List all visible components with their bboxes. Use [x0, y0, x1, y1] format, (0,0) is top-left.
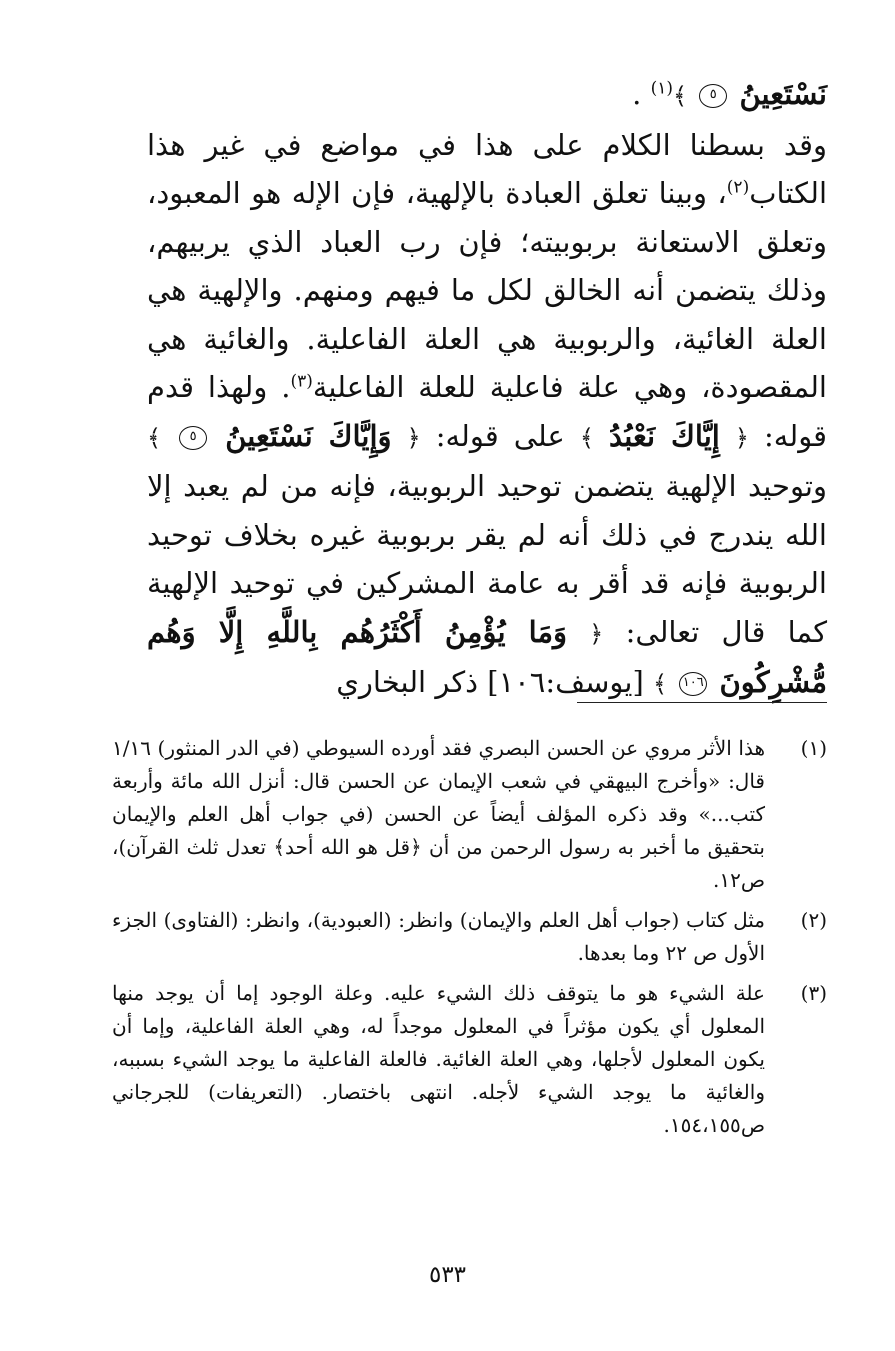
ornate-bracket-close: ﴾	[672, 82, 688, 110]
footnote-item	[112, 732, 827, 897]
quran-verse: وَإِيَّاكَ نَسْتَعِينُ	[225, 418, 392, 453]
text-fragment: ، وبينا تعلق العبادة بالإلهية، فإن الإله هو المعبود، وتعلق الاستعانة بربوبيته؛ فإن رب العباد الذي يربيهم، وذلك يتضمن أنه الخالق لكل ما فيهم ومنهم. والإلهية هي العلة الغائية، والربوبية هي العلة الفاعلية. والغائية هي المقصودة، وهي علة فاعلية للعلة الفاعلية	[147, 176, 827, 404]
ornate-bracket-open: ﴿	[406, 423, 421, 452]
ornate-bracket-close: ﴾	[653, 670, 668, 698]
footnote-ref-1: (١)	[650, 78, 673, 99]
main-text	[147, 70, 827, 709]
footnote-text: هذا الأثر مروي عن الحسن البصري فقد أورده السيوطي (في الدر المنثور) ١/١٦ قال: «وأخرج البيهقي في شعب الإيمان عن الحسن قال: أنزل الله مائة وأربعة كتب...» وقد ذكره المؤلف أيضاً عن الحسن (في جواب أهل العلم والإيمان بتحقيق ما أخبر به رسول الرحمن من أن ﴿قل هو الله أحد﴾ تعدل ثلث القرآن)، ص١٢.	[112, 736, 766, 892]
text-fragment: وتوحيد الإلهية يتضمن توحيد الربوبية، فإنه من لم يعبد إلا الله يندرج في ذلك أنه لم يقر بربوبية غيره بخلاف توحيد الربوبية فإنه قد أقر به عامة المشركين في توحيد الإلهية كما قال تعالى:	[147, 469, 827, 649]
footnote-text: علة الشيء هو ما يتوقف ذلك الشيء عليه. وعلة الوجود إما أن يوجد منها المعلول أي يكون مؤثراً في المعلول موجداً له، وهي العلة الفاعلية، وإما أن يكون المعلول لأجلها، وهي العلة الغائية. فالعلة الفاعلية ما يوجد الشيء بسببه، والغائية ما يوجد الشيء لأجله. انتهى باختصار. (التعريفات) للجرجاني ص١٥٤،١٥٥.	[112, 981, 765, 1137]
footnote-number: (٣)	[800, 981, 827, 1005]
ayah-marker: ٥	[699, 84, 727, 108]
footnote-item	[112, 904, 827, 970]
ornate-bracket-open: ﴿	[589, 619, 604, 648]
ornate-bracket-close: ﴾	[147, 423, 162, 452]
footnote-ref-2: (٢)	[726, 177, 750, 198]
quran-verse-fragment: نَسْتَعِينُ	[739, 77, 827, 111]
quran-verse: إِيَّاكَ نَعْبُدُ	[609, 418, 720, 453]
text-fragment: وقد بسطنا الكلام على هذا في مواضع في غير هذا الكتاب	[147, 127, 827, 210]
continuation-line	[147, 70, 827, 121]
text-fragment: . ولهذا قدم قوله:	[147, 370, 828, 453]
footnotes	[112, 732, 827, 1149]
ayah-marker: ٥	[179, 426, 207, 450]
ayah-marker: ١٠٦	[679, 672, 707, 696]
main-paragraph	[147, 121, 827, 709]
quran-verse: وَمَا يُؤْمِنُ أَكْثَرُهُم بِاللَّهِ إِلَّا وَهُم مُّشْرِكُونَ	[147, 614, 827, 699]
ornate-bracket-close: ﴾	[579, 423, 594, 452]
footnote-number: (١)	[800, 736, 827, 760]
text-fragment: .	[632, 77, 651, 111]
page-number: ٥٣٣	[428, 1262, 467, 1288]
footnote-number: (٢)	[800, 908, 827, 932]
footnote-item	[112, 977, 827, 1142]
text-fragment: على قوله:	[420, 418, 580, 453]
text-fragment: [يوسف:١٠٦] ذكر البخاري	[336, 665, 653, 699]
ornate-bracket-open: ﴿	[734, 423, 749, 452]
footnote-separator	[577, 702, 827, 703]
footnote-text: مثل كتاب (جواب أهل العلم والإيمان) وانظر: (العبودية)، وانظر: (الفتاوى) الجزء الأول ص ٢٢ وما بعدها.	[112, 908, 765, 965]
footnote-ref-3: (٣)	[290, 371, 313, 392]
